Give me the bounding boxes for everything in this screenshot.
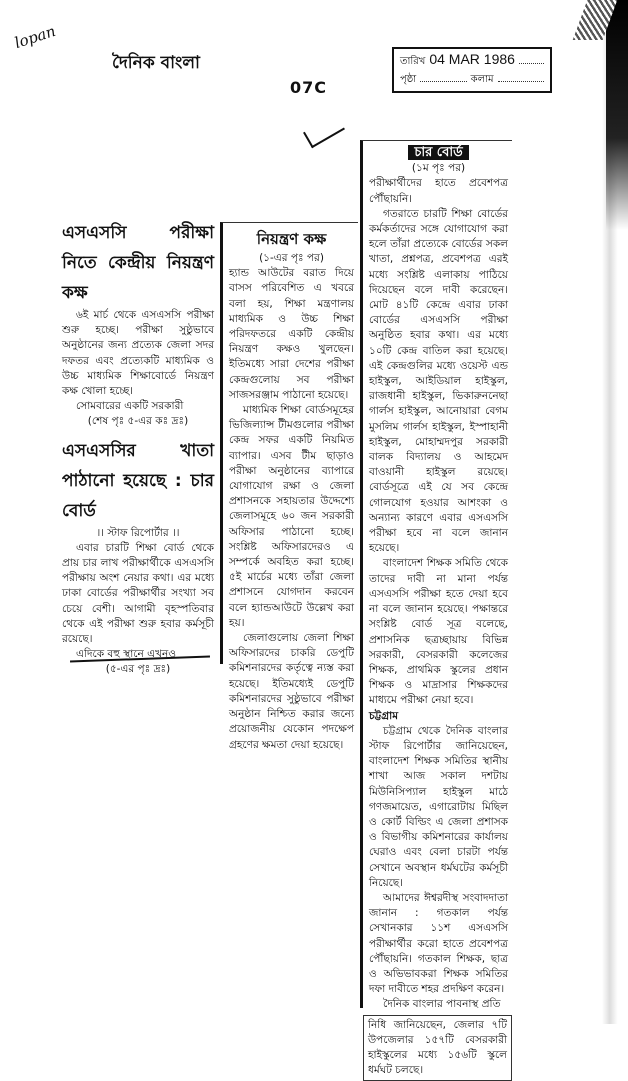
page-label: পৃষ্ঠা	[400, 74, 417, 85]
continuation-note: (শেষ পৃঃ ৫-এর কঃ দ্রঃ)	[87, 415, 189, 428]
paragraph: চট্টগ্রাম থেকে দৈনিক বাংলার স্টাফ রিপোর্টার জানিয়েছেন, বাংলাদেশ শিক্ষক সমিতির স্থানীয় শাখা আজ সকাল দশটায় মিউনিসিপ্যাল হাইস্কুল মাঠে গণজমায়েত, এগারোটায় মিছিল ও কোর্ট বিল্ডিং এ জেলা প্রশাসক ও বিভাগীয় কমিশনারের কার্যালয় ঘেরাও এবং বেলা চারটা পর্যন্ত সেখানে অবস্থান ধর্মঘটের কর্মসূচী নিয়েছে।	[369, 724, 508, 889]
continuation-note: (১ম পৃঃ পর)	[411, 162, 466, 175]
paragraph: হ্যান্ড আউটের বরাত দিয়ে বাসস পরিবেশিত এ খবরে বলা হয়, শিক্ষা মন্ত্রণালয় মাধ্যমিক ও উচ্চ শিক্ষা পরিদফতরে একটি কেন্দ্রীয় নিয়ন্ত্রণ কক্ষও খুলছেন। ইতিমধ্যে সারা দেশের পরীক্ষা কেন্দ্রগুলোয় সব পরীক্ষা সাজসরঞ্জাম পাঠানো হয়েছে।	[229, 267, 354, 401]
continuation-note: (৫-এর পৃঃ দ্রঃ)	[105, 663, 171, 676]
paragraph: দৈনিক বাংলার পাবনাস্থ প্রতি	[383, 998, 501, 1011]
article-right	[360, 140, 512, 1077]
paragraph: সোমবারের একটি সরকারী	[76, 400, 184, 413]
section-subhead: চট্টগ্রাম	[369, 709, 399, 722]
headline-control-room: এসএসসি পরীক্ষা নিতে কেন্দ্রীয় নিয়ন্ত্রণ কক্ষ	[62, 223, 214, 303]
date-value: 04 MAR 1986	[429, 51, 515, 67]
check-mark-icon	[303, 114, 345, 149]
paragraph: এবার চারটি শিক্ষা বোর্ড থেকে প্রায় চার লাখ পরীক্ষার্থীকে এসএসসি পরীক্ষায় অংশ নেয়ার কথা। এর মধ্যে ঢাকা বোর্ডের পরীক্ষার্থীর সংখ্যা সব চেয়ে বেশী। আগামী বৃহস্পতিবার থেকে এই পরীক্ষা শুরু হবার কর্মসূচী রয়েছে।	[62, 541, 214, 646]
byline: ।। স্টাফ রিপোর্টার ।।	[96, 526, 180, 539]
handwritten-note: lopan	[12, 21, 58, 53]
boxed-paragraph: নিধি জানিয়েছেন, জেলার ৭টি উপজেলার ১৫৭টি বেসরকারী হাইস্কুলের মধ্যে ১৫৬টি স্কুলে ধর্মঘট চলছে।	[363, 1015, 512, 1081]
date-label: তারিখ	[400, 56, 426, 67]
column-label: কলাম	[470, 74, 494, 85]
file-code: 07C	[290, 78, 328, 97]
article-title: চার বোর্ড	[408, 145, 468, 160]
paragraph: এদিকে বহু স্থানে এখনও	[76, 648, 176, 661]
dotted-line	[420, 71, 466, 82]
scan-edge-shadow	[606, 0, 628, 230]
paragraph: বাংলাদেশ শিক্ষক সমিতি থেকে তাদের দাবী না মানা পর্যন্ত এসএসসি পরীক্ষা হতে দেয়া হবে না বলে জানান হয়েছে। পক্ষান্তরে সংশ্লিষ্ট বোর্ড সূত্র বলেছে, প্রশাসনিক ছত্রচ্ছায়ায় বিভিন্ন সরকারী, বেসরকারী কলেজের শিক্ষক, প্রাথমিক স্কুলের প্রধান শিক্ষক ও মাদ্রাসার শিক্ষকদের মাধ্যমে পরীক্ষা নেয়া হবে।	[369, 557, 508, 707]
dotted-line	[519, 53, 544, 64]
newspaper-name: দৈনিক বাংলা	[112, 53, 200, 73]
article-title: নিয়ন্ত্রণ কক্ষ	[256, 230, 327, 248]
article-middle	[220, 222, 358, 751]
paragraph: গতরাতে চারটি শিক্ষা বোর্ডের কর্মকর্তাদের সঙ্গে যোগাযোগ করা হলে তাঁরা প্রত্যেকে বোর্ডের সকল খাতা, প্রশ্নপত্র, প্রবেশপত্র এরই মধ্যে সংশ্লিষ্ট এলাকায় পাঠিয়ে দিয়েছেন বলে দাবী করেছেন। মোট ৪১টি কেন্দ্রে এবার ঢাকা বোর্ডের এসএসসি পরীক্ষা অনুষ্ঠিত হবার কথা। এর মধ্যে ১০টি কেন্দ্র বাতিল করা হয়েছে। এই কেন্দ্রগুলির মধ্যে ওয়েস্ট এন্ড হাইস্কুল, আইডিয়াল হাইস্কুল, রাজধানী হাইস্কুল, ভিকারুননেছা গার্লস হাইস্কুল, আনোয়ারা বেগম মুসলিম গার্লস হাইস্কুল, ইস্পাহানী হাইস্কুল, মোহাম্মদপুর সরকারী বালক বিদ্যালয় ও আহমেদ বাওয়ানী হাইস্কুল রয়েছে। বোর্ডসূত্রে এই যে সব কেন্দ্রে গোলযোগ হওয়ার আশংকা ও অন্যান্য কারণে এবার এসএসসি পরীক্ষা হবে না বলে জানান হয়েছে।	[369, 207, 508, 555]
dotted-line	[498, 71, 544, 82]
paragraph: মাধ্যমিক শিক্ষা বোর্ডসমূহের ভিজিল্যান্স টীমগুলোর পরীক্ষা কেন্দ্র সফর একটি নিয়মিত ব্যাপার। এসব টীম ছাড়াও পরীক্ষা অনুষ্ঠানের ব্যাপারে যোগাযোগ রক্ষা ও জেলা প্রশাসনকে সহায়তার উদ্দেশ্যে জেলাসমূহে ৬০ জন সরকারী অফিসার পাঠানো হচ্ছে। সংশ্লিষ্ট অফিসারদেরও এ সম্পর্কে অবহিত করা হচ্ছে। ৫ই মার্চের মধ্যে তাঁরা জেলা প্রশাসনে যোগদান করবেন বলে হ্যান্ডআউটে উল্লেখ করা হয়।	[229, 404, 354, 629]
continuation-note: (১-এর পৃঃ পর)	[259, 252, 324, 264]
paragraph: আমাদের ঈশ্বরদীস্থ সংবাদদাতা জানান : গতকাল পর্যন্ত সেখানকার ১১শ এসএসসি পরীক্ষার্থীর করো হাতে প্রবেশপত্র পৌঁছায়নি। গতকাল শিক্ষক, ছাত্র ও অভিভাবকরা শিক্ষক সমিতির দফা দাবীতে শহর প্রদক্ষিণ করেন।	[369, 891, 508, 996]
paragraph: ৬ই মার্চ থেকে এসএসসি পরীক্ষা শুরু হচ্ছে। পরীক্ষা সুষ্ঠুভাবে অনুষ্ঠানের জন্য প্রত্যেক জেলা সদর দফতর এবং প্রত্যেকটি মাধ্যমিক ও উচ্চ মাধ্যমিক শিক্ষাবোর্ডে নিয়ন্ত্রণ কক্ষ খোলা হচ্ছে।	[62, 309, 214, 398]
paragraph: জেলাগুলোয় জেলা শিক্ষা অফিসারদের চাকরি ডেপুটি কমিশনারদের কর্তৃত্বে ন্যস্ত করা হয়েছে। ইতিমধ্যেই ডেপুটি কমিশনারদের সুষ্ঠুভাবে পরীক্ষা অনুষ্ঠান নিশ্চিত করার জন্যে প্রয়োজনীয় যেকোন পদক্ষেপ গ্রহণের ক্ষমতা দেয়া হয়েছে।	[229, 632, 354, 751]
article-left	[62, 218, 214, 678]
headline-four-boards: এসএসসির খাতা পাঠানো হয়েছে : চার বোর্ড	[62, 440, 214, 521]
paragraph: পরীক্ষার্থীদের হাতে প্রবেশপত্র পৌঁছায়নি।	[369, 177, 508, 205]
date-stamp	[392, 47, 552, 93]
